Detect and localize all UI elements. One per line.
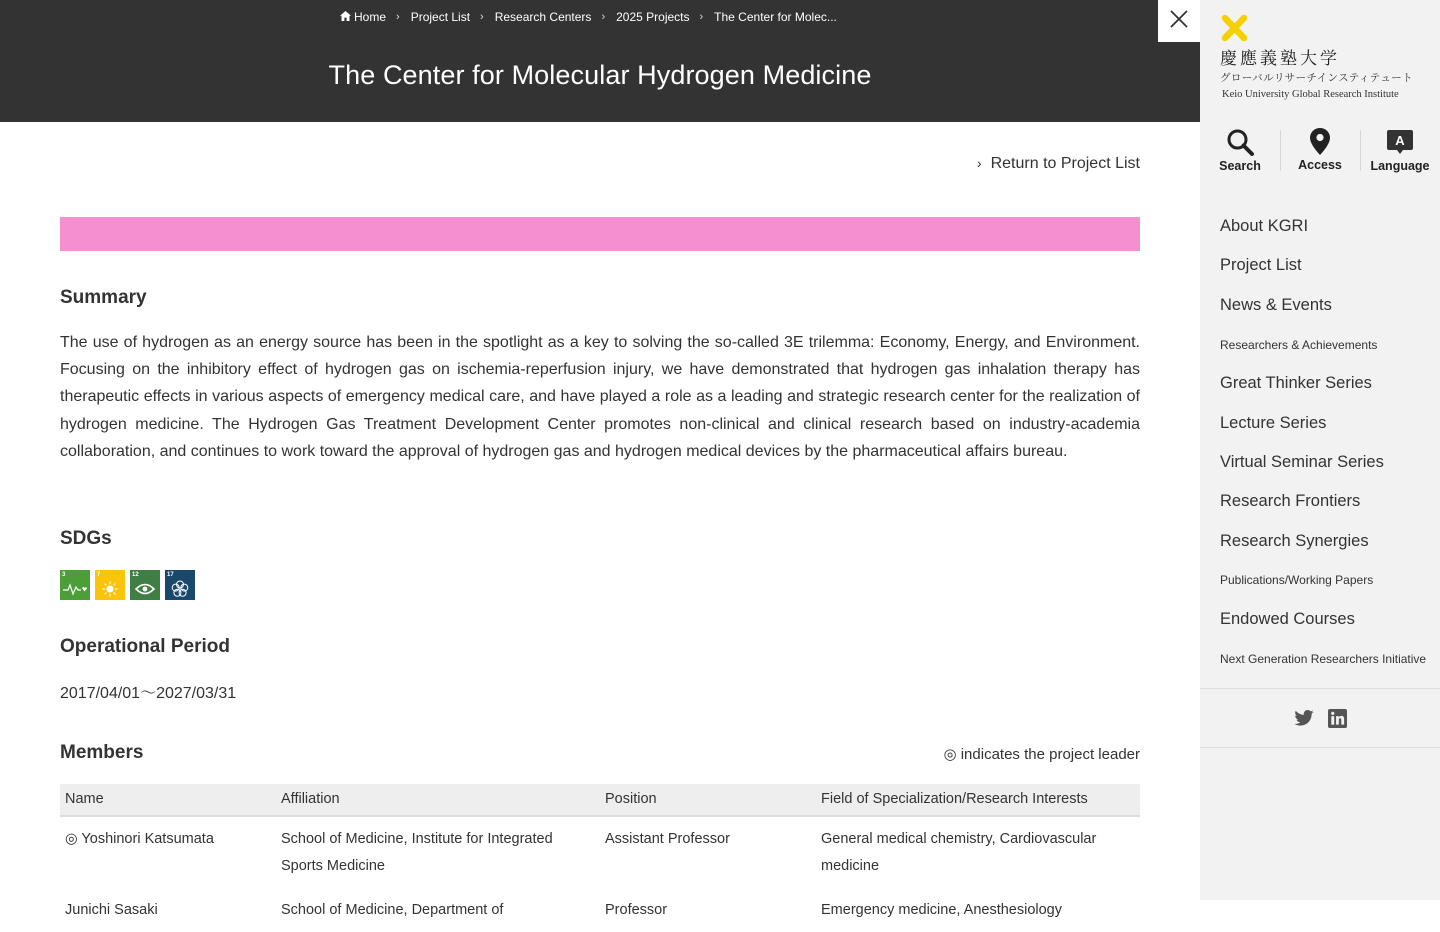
summary-text: The use of hydrogen as an energy source has been in the spotlight as a key to solving the so-called 3E trilemma: Economy, Energy, and Environment. Focusing on the inhibitory effect of hydrogen gas on ischemia-reperfusion injury, we have demonstrated that hydrogen gas inhalation therapy has therapeutic effects in various aspects of emergency medical care, and have played a role as a leading and strategic research center for the realization of hydrogen medicine. The Hydrogen Gas Treatment Development Center promotes non-clinical and clinical research based on industry-academia collaboration, and continues to work toward the approval of hydrogen gas and hydrogen medical devices by the pharmaceutical affairs bureau.	[60, 334, 1140, 460]
member-name: ◎ Yoshinori Katsumata	[65, 831, 214, 847]
breadcrumb-separator: ›	[601, 11, 606, 23]
column-header-field: Field of Specialization/Research Interests	[816, 784, 1140, 816]
logo-kana: グローバルリサーチインスティテュート	[1220, 72, 1414, 84]
member-position: Professor	[605, 902, 668, 918]
search-button[interactable]	[1200, 128, 1280, 172]
nav-item-next-generation[interactable]: Next Generation Researchers Initiative	[1220, 651, 1427, 666]
sdg-number: 12	[132, 572, 139, 578]
members-table	[60, 784, 1140, 932]
logo-kanji: 慶應義塾大学	[1220, 49, 1340, 69]
language-label: Language	[1370, 159, 1430, 173]
utility-tools	[1200, 128, 1440, 172]
heartbeat-icon	[62, 579, 88, 598]
close-menu-button[interactable]	[1158, 0, 1200, 42]
nav-item-virtual-seminar-series[interactable]: Virtual Seminar Series	[1220, 452, 1384, 471]
nav-item-publications[interactable]: Publications/Working Papers	[1220, 573, 1374, 588]
sdg-number: 7	[97, 572, 101, 578]
sdg-icons	[60, 570, 195, 600]
language-button[interactable]	[1360, 128, 1440, 172]
nav-item-researchers-achievements[interactable]: Researchers & Achievements	[1220, 337, 1378, 352]
period-heading: Operational Period	[60, 636, 230, 657]
breadcrumb-2025-projects[interactable]: 2025 Projects	[616, 10, 690, 24]
eye-icon	[132, 579, 158, 598]
sdg-goal-12[interactable]	[130, 570, 160, 600]
breadcrumb-separator: ›	[699, 11, 704, 23]
breadcrumb-current: The Center for Molec...	[714, 10, 837, 24]
map-pin-icon	[1310, 128, 1330, 155]
logo-english: Keio University Global Research Institute	[1222, 89, 1399, 100]
page-header	[0, 0, 1200, 122]
side-nav	[1220, 207, 1430, 679]
breadcrumb-project-list[interactable]: Project List	[410, 10, 471, 24]
page-title: The Center for Molecular Hydrogen Medicine	[328, 60, 872, 90]
close-icon	[1169, 9, 1189, 34]
home-icon	[340, 10, 351, 24]
member-affiliation: School of Medicine, Institute for Integrated Sports Medicine	[281, 831, 553, 874]
member-field: General medical chemistry, Cardiovascular medicine	[821, 831, 1097, 874]
breadcrumb-separator: ›	[396, 11, 400, 23]
table-header-row	[60, 784, 1140, 816]
members-heading: Members	[60, 742, 144, 763]
search-label: Search	[1219, 159, 1261, 173]
twitter-icon[interactable]	[1294, 710, 1314, 726]
breadcrumb	[340, 10, 837, 24]
logo-mark-icon	[1220, 14, 1250, 47]
column-header-affiliation: Affiliation	[276, 784, 600, 816]
project-leader-note: ◎ indicates the project leader	[943, 746, 1140, 763]
linkedin-icon[interactable]	[1328, 709, 1347, 728]
return-link-label: Return to Project List	[990, 155, 1140, 172]
search-icon	[1226, 128, 1254, 156]
column-header-position: Position	[600, 784, 816, 816]
return-to-project-list-link[interactable]	[977, 155, 1140, 173]
access-button[interactable]	[1280, 128, 1360, 172]
nav-item-project-list[interactable]: Project List	[1220, 256, 1302, 275]
sdg-goal-7[interactable]	[95, 570, 125, 600]
operational-period-value: 2017/04/01～2027/03/31	[60, 685, 237, 702]
table-row	[60, 816, 1140, 888]
nav-item-great-thinker-series[interactable]: Great Thinker Series	[1220, 374, 1372, 393]
social-links	[1200, 688, 1440, 748]
sdgs-heading: SDGs	[60, 528, 112, 549]
nav-item-endowed-courses[interactable]: Endowed Courses	[1220, 610, 1355, 629]
access-label: Access	[1298, 158, 1342, 172]
side-menu	[1200, 0, 1440, 900]
member-name: Junichi Sasaki	[65, 902, 158, 918]
member-field: Emergency medicine, Anesthesiology	[821, 902, 1062, 918]
summary-heading: Summary	[60, 287, 147, 308]
breadcrumb-separator: ›	[480, 11, 484, 23]
category-color-bar	[60, 217, 1140, 251]
sdg-number: 17	[167, 572, 174, 578]
table-row	[60, 888, 1140, 932]
flower-icon	[167, 579, 193, 598]
nav-item-lecture-series[interactable]: Lecture Series	[1220, 413, 1327, 432]
nav-item-news-events[interactable]: News & Events	[1220, 295, 1332, 314]
nav-item-research-synergies[interactable]: Research Synergies	[1220, 531, 1369, 550]
nav-item-research-frontiers[interactable]: Research Frontiers	[1220, 492, 1361, 511]
breadcrumb-home[interactable]: Home	[354, 10, 387, 24]
member-position: Assistant Professor	[605, 831, 730, 847]
language-glyph: A	[1395, 133, 1405, 148]
breadcrumb-research-centers[interactable]: Research Centers	[494, 10, 592, 24]
sun-icon	[97, 579, 123, 598]
sdg-goal-17[interactable]	[165, 570, 195, 600]
language-icon	[1386, 128, 1414, 156]
nav-item-about-kgri[interactable]: About KGRI	[1220, 217, 1309, 236]
column-header-name: Name	[60, 784, 276, 816]
sdg-number: 3	[62, 572, 66, 578]
chevron-right-icon: ›	[976, 155, 982, 171]
member-affiliation: School of Medicine, Department of	[281, 902, 504, 918]
sdg-goal-3[interactable]	[60, 570, 90, 600]
